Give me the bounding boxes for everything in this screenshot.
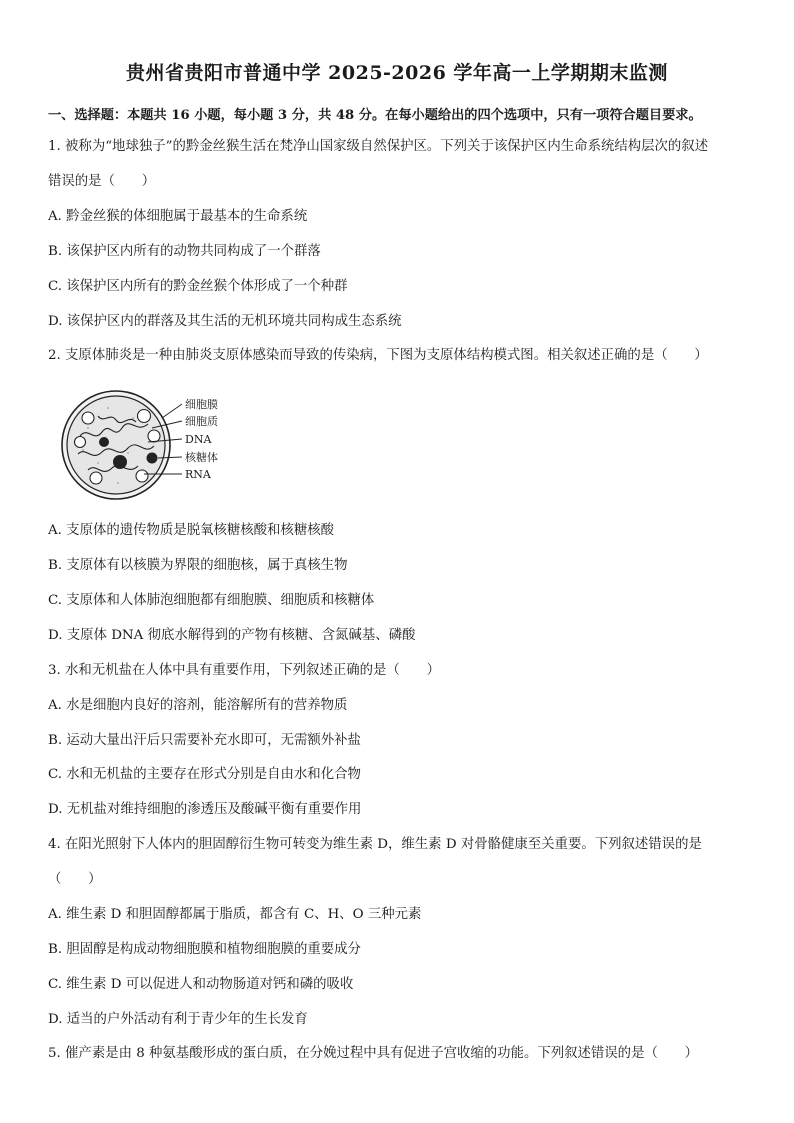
label-cytoplasm: 细胞质	[185, 415, 218, 428]
q4-option-a: A. 维生素 D 和胆固醇都属于脂质，都含有 C、H、O 三种元素	[48, 907, 422, 922]
q4-stem-line2: （ ）	[48, 872, 102, 887]
q4-option-d: D. 适当的户外活动有利于青少年的生长发育	[48, 1012, 308, 1027]
q1-option-a: A. 黔金丝猴的体细胞属于最基本的生命系统	[48, 209, 308, 224]
label-rna: RNA	[185, 468, 211, 481]
q2-option-b: B. 支原体有以核膜为界限的细胞核，属于真核生物	[48, 558, 348, 573]
q1-stem-line2: 错误的是（ ）	[48, 174, 156, 189]
mycoplasma-structure-diagram	[58, 388, 238, 503]
label-dna: DNA	[185, 433, 212, 446]
q1-option-c: C. 该保护区内所有的黔金丝猴个体形成了一个种群	[48, 279, 348, 294]
section-heading: 一、选择题：本题共 16 小题，每小题 3 分，共 48 分。在每小题给出的四个选项中，只有一项符合题目要求。	[48, 108, 702, 123]
q2-stem: 2. 支原体肺炎是一种由肺炎支原体感染而导致的传染病，下图为支原体结构模式图。相关叙述正确的是（ ）	[48, 348, 708, 363]
q3-option-a: A. 水是细胞内良好的溶剂，能溶解所有的营养物质	[48, 698, 348, 713]
q3-option-b: B. 运动大量出汗后只需要补充水即可，无需额外补盐	[48, 733, 361, 748]
q2-option-a: A. 支原体的遗传物质是脱氧核糖核酸和核糖核酸	[48, 523, 334, 538]
q2-option-c: C. 支原体和人体肺泡细胞都有细胞膜、细胞质和核糖体	[48, 593, 375, 608]
q1-option-b: B. 该保护区内所有的动物共同构成了一个群落	[48, 244, 321, 259]
label-ribosome: 核糖体	[185, 451, 218, 464]
q5-stem: 5. 催产素是由 8 种氨基酸形成的蛋白质，在分娩过程中具有促进子宫收缩的功能。下列叙述错误的是（ ）	[48, 1046, 699, 1061]
mycoplasma-diagram-svg	[58, 388, 238, 503]
q1-stem-line1: 1. 被称为“地球独子”的黔金丝猴生活在梵净山国家级自然保护区。下列关于该保护区内生命系统结构层次的叙述	[48, 139, 709, 154]
label-cell-membrane: 细胞膜	[185, 398, 218, 411]
q2-option-d: D. 支原体 DNA 彻底水解得到的产物有核糖、含氮碱基、磷酸	[48, 628, 416, 643]
q3-option-c: C. 水和无机盐的主要存在形式分别是自由水和化合物	[48, 767, 361, 782]
q3-option-d: D. 无机盐对维持细胞的渗透压及酸碱平衡有重要作用	[48, 802, 362, 817]
q4-option-b: B. 胆固醇是构成动物细胞膜和植物细胞膜的重要成分	[48, 942, 361, 957]
q4-stem-line1: 4. 在阳光照射下人体内的胆固醇衍生物可转变为维生素 D，维生素 D 对骨骼健康至关重要。下列叙述错误的是	[48, 837, 702, 852]
q4-option-c: C. 维生素 D 可以促进人和动物肠道对钙和磷的吸收	[48, 977, 354, 992]
exam-title: 贵州省贵阳市普通中学 2025-2026 学年高一上学期期末监测	[126, 62, 668, 84]
q3-stem: 3. 水和无机盐在人体中具有重要作用，下列叙述正确的是（ ）	[48, 663, 440, 678]
q1-option-d: D. 该保护区内的群落及其生活的无机环境共同构成生态系统	[48, 314, 402, 329]
